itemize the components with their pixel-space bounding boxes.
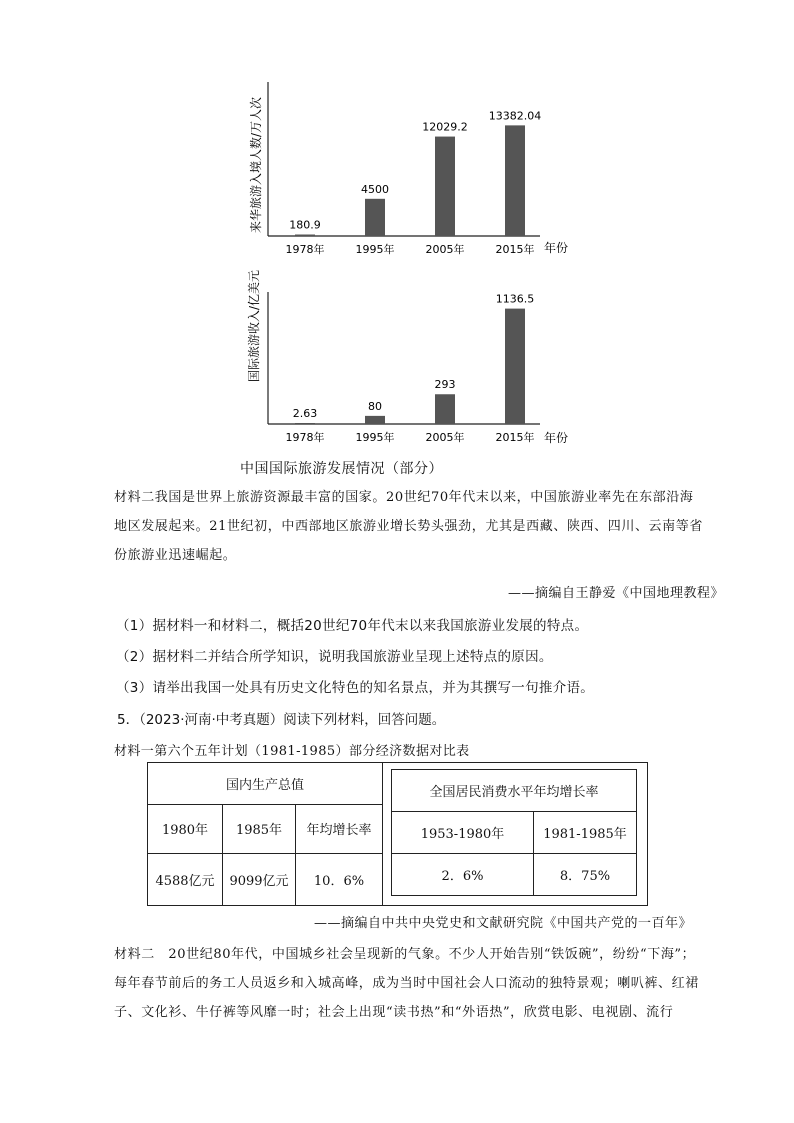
gdp-value: 4588亿元 — [148, 853, 223, 905]
material2b-line: 每年春节前后的务工人员返乡和入城高峰，成为当时中国社会人口流动的独特景观；喇叭裤、红裙 — [114, 976, 699, 991]
consumption-value: 8．75% — [534, 854, 637, 896]
gdp-value: 10．6% — [296, 853, 383, 905]
figure-caption: 中国国际旅游发展情况（部分） — [240, 461, 443, 477]
chart1-bar-1 — [365, 199, 385, 236]
consumption-value: 2．6% — [392, 854, 534, 896]
question-1: （1）据材料一和材料二，概括20世纪70年代末以来我国旅游业发展的特点。 — [116, 618, 589, 634]
chart1-value-label-2: 12029.2 — [422, 120, 468, 134]
chart2-value-label-1: 80 — [368, 399, 382, 413]
chart1-bar-3 — [505, 125, 525, 236]
chart1-bar-2 — [435, 137, 455, 236]
question-2: （2）据材料二并结合所学知识，说明我国旅游业呈现上述特点的原因。 — [116, 649, 553, 665]
chart2-bar-2 — [435, 394, 455, 424]
chart2-value-label-2: 293 — [434, 378, 456, 392]
chart1-value-label-1: 4500 — [361, 182, 389, 196]
material2-source: ——摘编自王静爱《中国地理教程》 — [508, 586, 725, 601]
chart1-tick-label-2: 2005年 — [425, 243, 465, 256]
chart2-tick-label-1: 1995年 — [355, 431, 395, 444]
chart1-xlabel: 年份 — [544, 241, 569, 255]
chart2-bar-0 — [295, 423, 315, 424]
chart1-bar-0 — [295, 235, 315, 236]
chart2-tick-label-3: 2015年 — [495, 431, 535, 444]
chart2-bar-1 — [365, 416, 385, 424]
consumption-col: 1981-1985年 — [534, 812, 637, 854]
gdp-value: 9099亿元 — [223, 853, 296, 905]
gdp-header: 国内生产总值 — [148, 763, 383, 805]
chart2-value-label-3: 1136.5 — [495, 292, 535, 306]
gdp-col: 1985年 — [223, 805, 296, 853]
material2b-line: 子、文化衫、牛仔裤等风靡一时；社会上出现“读书热”和“外语热”，欣赏电影、电视剧、流行 — [114, 1005, 674, 1020]
chart2-ylabel: 国际旅游收入/亿美元 — [247, 269, 261, 383]
chart-inbound-tourists — [230, 70, 590, 265]
chart1-tick-label-1: 1995年 — [355, 243, 395, 256]
chart1-ylabel: 来华旅游入境人数/万人次 — [249, 96, 263, 234]
material2-line: 份旅游业迅速崛起。 — [114, 548, 237, 563]
chart2-tick-label-0: 1978年 — [285, 431, 325, 444]
chart2-bar-3 — [505, 309, 525, 424]
material2-line: 地区发展起来。21世纪初，中西部地区旅游业增长势头强劲，尤其是西藏、陕西、四川、云南等省 — [114, 519, 703, 534]
table-source: ——摘编自中共中央党史和文献研究院《中国共产党的一百年》 — [314, 916, 693, 931]
material2b-paragraph — [114, 940, 704, 1027]
material2-paragraph — [114, 483, 704, 570]
consumption-col: 1953-1980年 — [392, 812, 534, 854]
chart1-tick-label-3: 2015年 — [495, 243, 535, 256]
chart2-xlabel: 年份 — [544, 431, 569, 445]
consumption-header: 全国居民消费水平年均增长率 — [392, 770, 637, 812]
table-title: 材料一第六个五年计划（1981-1985）部分经济数据对比表 — [114, 744, 470, 759]
chart1-tick-label-0: 1978年 — [285, 243, 325, 256]
chart1-value-label-3: 13382.04 — [488, 109, 542, 123]
question-5-header: 5．（2023·河南·中考真题）阅读下列材料，回答问题。 — [117, 712, 446, 728]
gdp-col: 年均增长率 — [296, 805, 383, 853]
consumption-table — [391, 769, 637, 896]
material2-line: 材料二我国是世界上旅游资源最丰富的国家。20世纪70年代末以来，中国旅游业率先在东部沿海 — [114, 490, 694, 505]
chart-tourism-income — [230, 262, 590, 457]
gdp-table — [147, 762, 383, 906]
chart2-tick-label-2: 2005年 — [425, 431, 465, 444]
gdp-col: 1980年 — [148, 805, 223, 853]
question-3: （3）请举出我国一处具有历史文化特色的知名景点，并为其撰写一句推介语。 — [116, 680, 595, 696]
chart2-value-label-0: 2.63 — [292, 407, 318, 420]
chart1-value-label-0: 180.9 — [289, 218, 321, 232]
material2b-line: 材料二 20世纪80年代，中国城乡社会呈现新的气象。不少人开始告别“铁饭碗”，纷纷“下海”； — [114, 947, 696, 962]
